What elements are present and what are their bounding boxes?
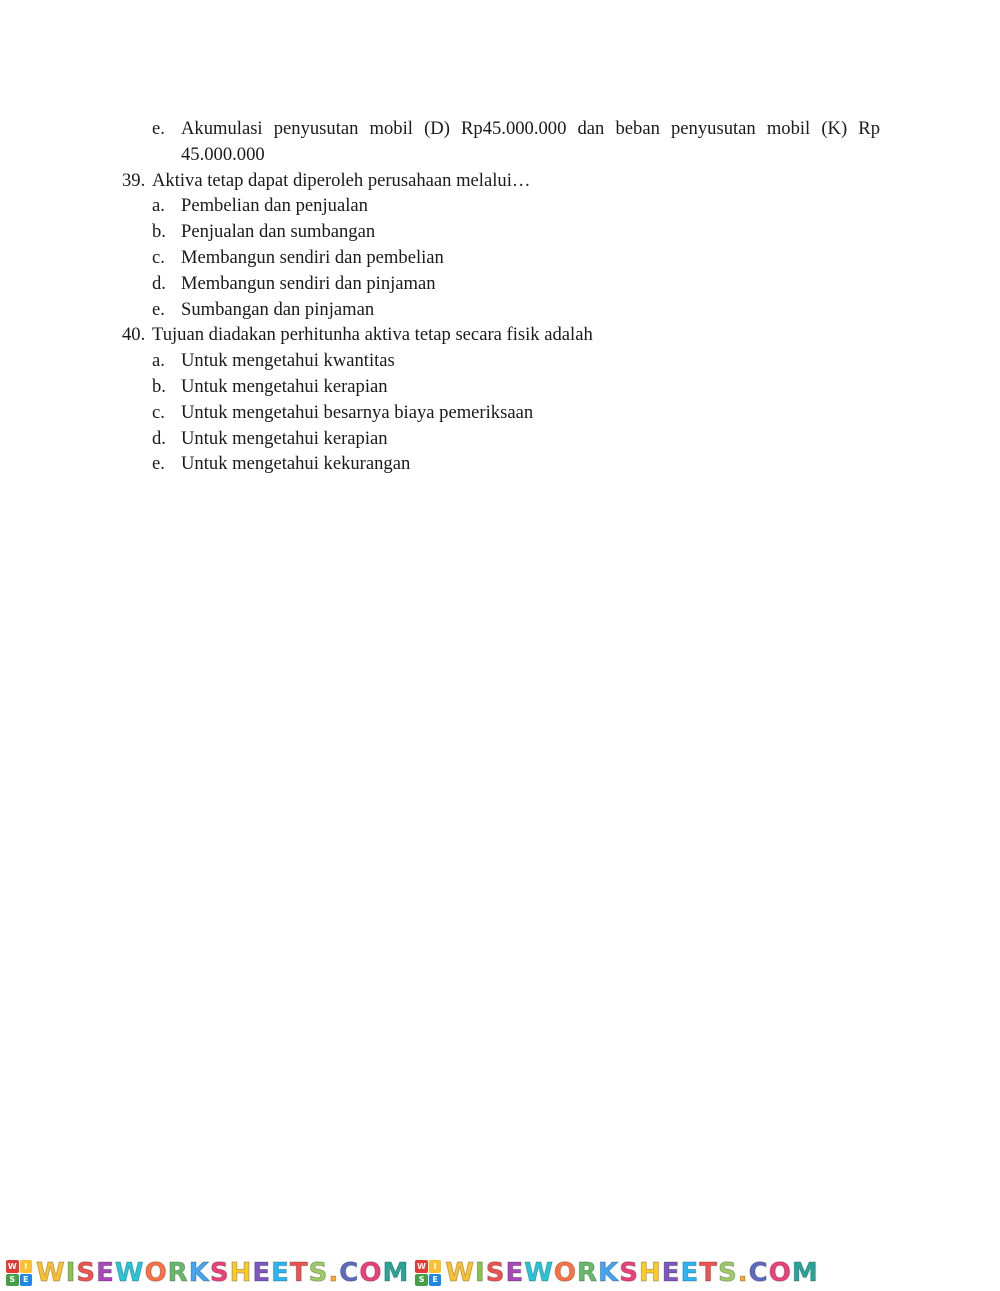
- option-e: [122, 116, 880, 168]
- brand-letter: T: [289, 1258, 309, 1288]
- logo-mark-letter: W: [417, 1261, 426, 1271]
- option-letter: d.: [152, 427, 166, 449]
- question-text: Aktiva tetap dapat diperoleh perusahaan melalui…: [152, 169, 531, 191]
- brand-letter: E: [680, 1258, 700, 1288]
- option-c: [122, 245, 880, 271]
- logo-mark-letter: I: [20, 1260, 33, 1273]
- brand-letter: I: [65, 1258, 77, 1288]
- logo-mark-letter: S: [415, 1274, 428, 1287]
- option-text: Membangun sendiri dan pembelian: [181, 246, 444, 268]
- logo-mark-letter: W: [7, 1261, 17, 1271]
- option-text: Untuk mengetahui kekurangan: [181, 453, 411, 475]
- brand-letter: S: [76, 1258, 97, 1288]
- option-text: Sumbangan dan pinjaman: [181, 298, 375, 320]
- brand-letter: M: [382, 1258, 410, 1288]
- brand-letter: .: [328, 1258, 340, 1288]
- option-letter: a.: [152, 195, 165, 217]
- brand-letter: R: [167, 1258, 189, 1288]
- question-39: [122, 168, 880, 323]
- question-text: Tujuan diadakan perhitunha aktiva tetap secara fisik adalah: [152, 324, 593, 346]
- option-letter: b.: [152, 221, 166, 243]
- brand-letter: E: [252, 1258, 272, 1288]
- wiseworksheets-logo: [6, 1258, 409, 1288]
- brand-letter: R: [577, 1258, 599, 1288]
- watermark-footer: [0, 1255, 1000, 1291]
- logo-mark-letter: E: [20, 1274, 33, 1287]
- question-number: 39.: [122, 169, 146, 191]
- brand-letter: H: [638, 1258, 662, 1288]
- logo-mark-icon: [415, 1260, 441, 1286]
- option-text: Pembelian dan penjualan: [181, 195, 368, 217]
- brand-letter: C: [748, 1258, 769, 1288]
- brand-letter: S: [485, 1258, 506, 1288]
- question-list: [122, 116, 880, 477]
- brand-text: [36, 1258, 409, 1288]
- logo-mark-icon: [6, 1260, 32, 1286]
- option-letter: e.: [152, 298, 165, 320]
- option-d: [122, 271, 880, 297]
- brand-letter: S: [619, 1258, 639, 1288]
- option-text: Penjualan dan sumbangan: [181, 221, 376, 243]
- brand-letter: O: [553, 1258, 578, 1288]
- brand-letter: M: [791, 1258, 819, 1288]
- brand-letter: H: [229, 1258, 253, 1288]
- option-text: Untuk mengetahui kerapian: [181, 375, 388, 397]
- brand-letter: E: [661, 1258, 681, 1288]
- brand-letter: E: [271, 1258, 290, 1288]
- brand-letter: K: [188, 1258, 210, 1288]
- option-e: [122, 297, 880, 323]
- brand-letter: O: [359, 1258, 383, 1288]
- brand-letter: W: [445, 1258, 476, 1288]
- logo-mark-letter: S: [6, 1274, 19, 1287]
- question-40: [122, 322, 880, 477]
- option-c: [122, 400, 880, 426]
- option-letter: d.: [152, 272, 166, 294]
- option-e: [122, 451, 880, 477]
- option-letter: b.: [152, 375, 166, 397]
- brand-letter: E: [96, 1258, 115, 1288]
- question-number: 40.: [122, 324, 146, 346]
- option-text: Untuk mengetahui kwantitas: [181, 350, 395, 372]
- brand-letter: S: [717, 1258, 738, 1288]
- brand-letter: W: [114, 1258, 145, 1288]
- brand-letter: W: [524, 1258, 554, 1288]
- option-a: [122, 193, 880, 219]
- question-stem: [122, 322, 880, 348]
- option-letter: c.: [152, 246, 165, 268]
- option-text: Untuk mengetahui besarnya biaya pemeriksaan: [181, 401, 534, 423]
- brand-letter: W: [36, 1258, 66, 1288]
- question-stem: [122, 168, 880, 194]
- question-38-continuation: [122, 116, 880, 168]
- option-b: [122, 374, 880, 400]
- option-letter: e.: [152, 453, 165, 475]
- option-letter: c.: [152, 401, 165, 423]
- option-text: Untuk mengetahui kerapian: [181, 427, 388, 449]
- option-text: Akumulasi penyusutan mobil (D) Rp45.000.000 dan beban penyusutan mobil (K) Rp 45.000.000: [181, 118, 880, 165]
- brand-letter: C: [339, 1258, 360, 1288]
- brand-letter: S: [209, 1258, 230, 1288]
- logo-mark-letter: I: [429, 1260, 442, 1273]
- brand-letter: O: [144, 1258, 168, 1288]
- brand-letter: K: [598, 1258, 620, 1288]
- brand-letter: T: [699, 1258, 718, 1288]
- brand-text: [445, 1258, 818, 1288]
- brand-letter: E: [505, 1258, 525, 1288]
- brand-letter: I: [475, 1258, 486, 1288]
- option-b: [122, 219, 880, 245]
- option-letter: e.: [152, 118, 165, 139]
- option-letter: a.: [152, 350, 165, 372]
- wiseworksheets-logo: [415, 1258, 818, 1288]
- option-d: [122, 426, 880, 452]
- logo-mark-letter: E: [429, 1274, 442, 1287]
- brand-letter: .: [737, 1258, 749, 1288]
- option-a: [122, 348, 880, 374]
- brand-letter: O: [768, 1258, 792, 1288]
- brand-letter: S: [308, 1258, 329, 1288]
- option-text: Membangun sendiri dan pinjaman: [181, 272, 436, 294]
